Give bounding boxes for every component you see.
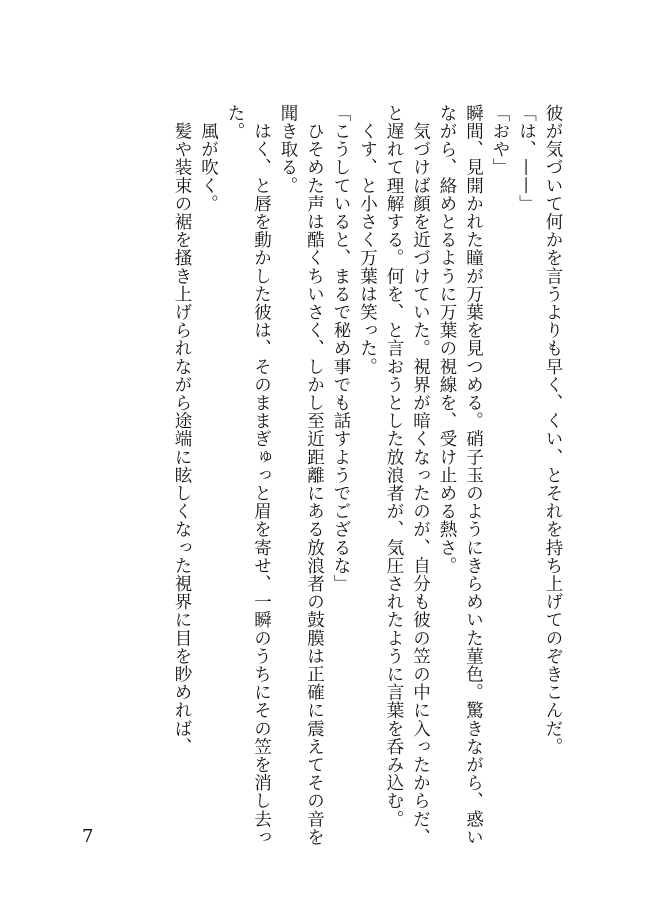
- paragraph: 気づけば顔を近づけていた。視界が暗くなったのが、自分も彼の笠の中に入ったからだ、と遅れて理解する。何を、と言おうとした放浪者が、気圧されたように言葉を呑み込む。: [384, 104, 431, 847]
- paragraph: 瞬間、見開かれた瞳が万葉を見つめる。硝子玉のようにきらめいた菫色。驚きながら、惑いながら、絡めとるように万葉の視線を、受け止める熱さ。: [437, 104, 484, 847]
- vertical-text-body: [169, 104, 567, 849]
- paragraph: ひそめた声は酷くちいさく、しかし至近距離にある放浪者の鼓膜は正確に震えてその音を聞き取る。: [278, 104, 325, 847]
- paragraph: 「こうしていると、まるで秘め事でも話すようでござるな」: [331, 104, 351, 593]
- paragraph: 髪や装束の裾を搔き上げられながら途端に眩しくなった視界に目を眇めれば、: [172, 104, 192, 756]
- paragraph: くす、と小さく万葉は笑った。: [357, 104, 378, 376]
- paragraph: はく、と唇を動かした彼は、そのままぎゅっと眉を寄せ、一瞬のうちにその笠を消し去った。: [225, 104, 272, 847]
- paragraph: 「おや」: [490, 104, 510, 177]
- paragraph: 風が吹く。: [198, 104, 219, 213]
- paragraph: 「は、——」: [516, 104, 537, 213]
- paragraph: 彼が気づいて何かを言うよりも早く、くい、とそれを持ち上げてのぞきこんだ。: [543, 104, 563, 756]
- page-number: 7: [82, 826, 94, 847]
